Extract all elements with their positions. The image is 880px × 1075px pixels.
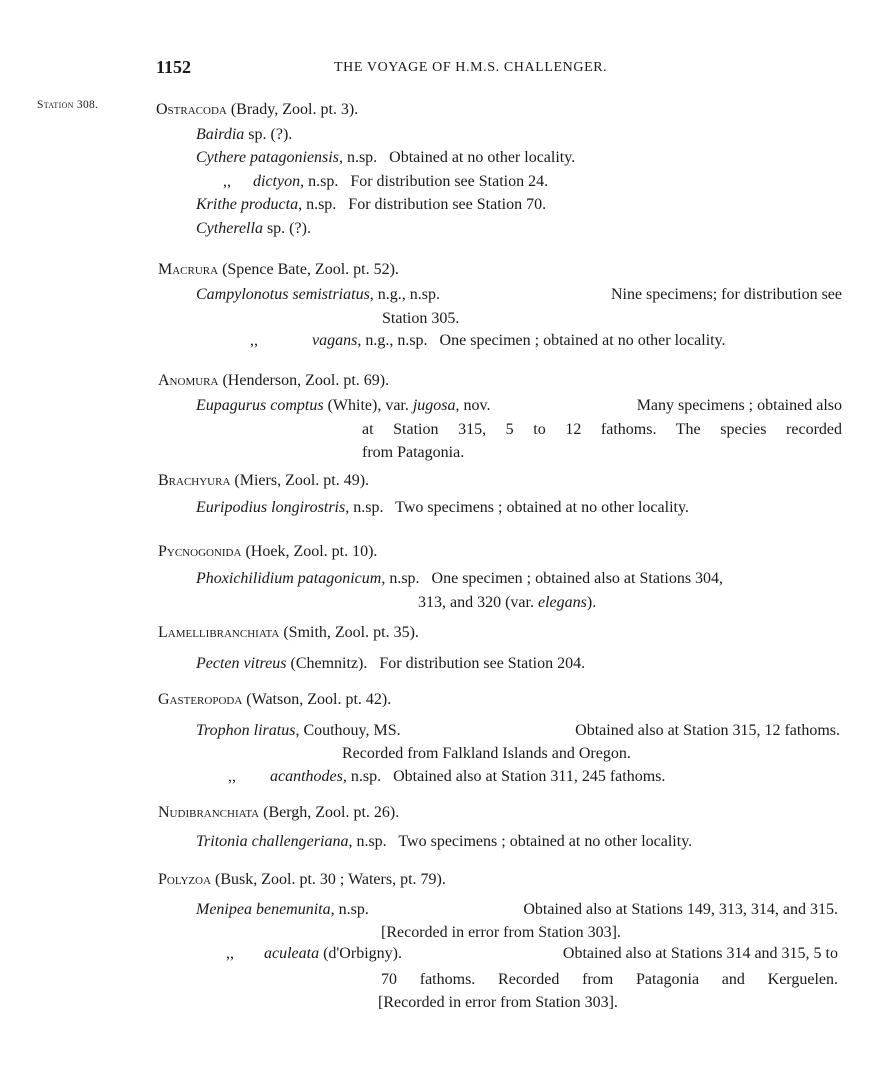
section-brachyura-heading bbox=[158, 473, 369, 489]
entry-note: Obtained also at Stations 149, 313, 314, and 315. bbox=[523, 901, 838, 918]
section-ref: (Brady, Zool. pt. 3). bbox=[230, 101, 359, 118]
section-lamellibranchiata-heading bbox=[158, 625, 419, 641]
section-title: Lamellibranchiata bbox=[158, 624, 280, 641]
entry-eupagurus bbox=[196, 398, 842, 414]
section-pycnogonida-heading bbox=[158, 544, 377, 560]
taxon-name: acanthodes bbox=[270, 768, 343, 785]
entry-text: ). bbox=[586, 594, 597, 611]
section-ref: (Watson, Zool. pt. 42). bbox=[246, 691, 392, 708]
entry-text: (Chemnitz). For distribution see Station 204. bbox=[290, 655, 586, 672]
entry-phoxichilidium bbox=[196, 571, 723, 587]
entry-continuation: [Recorded in error from Station 303]. bbox=[378, 994, 618, 1011]
entry-continuation: Recorded from Falkland Islands and Oregon. bbox=[342, 745, 631, 762]
entry-note: Many specimens ; obtained also bbox=[636, 397, 842, 414]
taxon-name: Krithe producta bbox=[196, 196, 299, 213]
entry-continuation: [Recorded in error from Station 303]. bbox=[381, 924, 621, 941]
entry-text: (d'Orbigny). bbox=[323, 945, 402, 962]
section-gasteropoda-heading bbox=[158, 692, 391, 708]
entry-text: , n.sp. For distribution see Station 70. bbox=[298, 196, 547, 213]
entry-text: , n.sp. Two specimens ; obtained at no other locality. bbox=[348, 833, 693, 850]
entry-text: , Couthouy, MS. bbox=[295, 722, 401, 739]
entry-text: , n.sp. One specimen ; obtained also at Stations 304, bbox=[381, 570, 724, 587]
section-title: Macrura bbox=[158, 261, 219, 278]
page-number: 1152 bbox=[156, 57, 192, 77]
section-title: Anomura bbox=[158, 372, 219, 389]
section-polyzoa-heading bbox=[158, 872, 446, 888]
taxon-name: aculeata bbox=[264, 945, 320, 962]
entry-dictyon bbox=[223, 174, 548, 190]
entry-text: , n.sp. Two specimens ; obtained at no other locality. bbox=[345, 499, 689, 516]
entry-trophon bbox=[196, 723, 840, 739]
entry-menipea bbox=[196, 902, 838, 918]
entry-continuation: at Station 315, 5 to 12 fathoms. The species recorded bbox=[362, 421, 842, 438]
section-title: Polyzoa bbox=[158, 871, 212, 888]
section-ref: (Bergh, Zool. pt. 26). bbox=[263, 804, 400, 821]
entry-text: , n.sp. For distribution see Station 24. bbox=[300, 173, 549, 190]
section-ref: (Miers, Zool. pt. 49). bbox=[234, 472, 370, 489]
entry-text: , n.g., n.sp. bbox=[369, 286, 441, 303]
section-ref: (Hoek, Zool. pt. 10). bbox=[245, 543, 378, 560]
entry-cytherella bbox=[196, 221, 311, 237]
variety-name: jugosa bbox=[412, 397, 456, 414]
entry-acanthodes bbox=[228, 769, 665, 785]
entry-continuation: 70 fathoms. Recorded from Patagonia and Kerguelen. bbox=[381, 971, 838, 988]
section-anomura-heading bbox=[158, 373, 389, 389]
taxon-name: Pecten vitreus bbox=[196, 655, 287, 672]
ditto-mark: ,, bbox=[250, 332, 258, 349]
running-title: THE VOYAGE OF H.M.S. CHALLENGER. bbox=[334, 60, 608, 75]
entry-pecten bbox=[196, 656, 585, 672]
entry-krithe bbox=[196, 197, 546, 213]
entry-text: , n.g., n.sp. One specimen ; obtained at no other locality. bbox=[357, 332, 726, 349]
ditto-mark: ,, bbox=[226, 945, 234, 962]
taxon-name: Phoxichilidium patagonicum bbox=[196, 570, 382, 587]
section-title: Ostracoda bbox=[156, 101, 227, 118]
entry-text: , n.sp. bbox=[330, 901, 369, 918]
taxon-name: Cytherella bbox=[196, 220, 263, 237]
section-ref: (Smith, Zool. pt. 35). bbox=[283, 624, 419, 641]
taxon-name: Trophon liratus bbox=[196, 722, 296, 739]
taxon-name: vagans bbox=[312, 332, 358, 349]
section-title: Nudibranchiata bbox=[158, 804, 260, 821]
entry-note: Nine specimens; for distribution see bbox=[610, 286, 842, 303]
section-title: Pycnogonida bbox=[158, 543, 242, 560]
section-ref: (Busk, Zool. pt. 30 ; Waters, pt. 79). bbox=[215, 871, 446, 888]
entry-text: , n.sp. Obtained at no other locality. bbox=[338, 149, 576, 166]
section-title: Brachyura bbox=[158, 472, 231, 489]
taxon-name: dictyon bbox=[253, 173, 301, 190]
entry-tritonia bbox=[196, 834, 692, 850]
entry-euripodius bbox=[196, 500, 689, 516]
entry-campylonotus bbox=[196, 287, 842, 303]
entry-continuation: Station 305. bbox=[382, 310, 460, 327]
taxon-name: Eupagurus comptus bbox=[196, 397, 324, 414]
section-title: Gasteropoda bbox=[158, 691, 243, 708]
section-nudibranchiata-heading bbox=[158, 805, 399, 821]
entry-note: Obtained also at Stations 314 and 315, 5 to bbox=[562, 945, 838, 962]
entry-text: 313, and 320 (var. bbox=[418, 594, 538, 611]
entry-continuation: from Patagonia. bbox=[362, 444, 465, 461]
station-label: Station 308. bbox=[37, 99, 99, 111]
variety-name: elegans bbox=[537, 594, 587, 611]
taxon-name: Cythere patagoniensis bbox=[196, 149, 339, 166]
entry-text: sp. (?). bbox=[248, 126, 293, 143]
ditto-mark: ,, bbox=[223, 173, 231, 190]
taxon-name: Bairdia bbox=[196, 126, 245, 143]
entry-bairdia bbox=[196, 127, 292, 143]
taxon-name: Menipea benemunita bbox=[196, 901, 331, 918]
entry-continuation bbox=[418, 595, 596, 611]
section-ref: (Spence Bate, Zool. pt. 52). bbox=[222, 261, 399, 278]
entry-text: , n.sp. Obtained also at Station 311, 245 fathoms. bbox=[342, 768, 666, 785]
section-macrura-heading bbox=[158, 262, 399, 278]
entry-text: sp. (?). bbox=[266, 220, 311, 237]
entry-vagans bbox=[250, 333, 726, 349]
entry-aculeata bbox=[226, 946, 838, 962]
taxon-name: Euripodius longirostris bbox=[196, 499, 346, 516]
taxon-name: Tritonia challengeriana bbox=[196, 833, 349, 850]
taxon-name: Campylonotus semistriatus bbox=[196, 286, 370, 303]
ditto-mark: ,, bbox=[228, 768, 236, 785]
entry-cythere bbox=[196, 150, 575, 166]
entry-note: Obtained also at Station 315, 12 fathoms. bbox=[575, 722, 840, 739]
entry-text: (White), var. bbox=[327, 397, 409, 414]
section-ostracoda-heading bbox=[156, 102, 358, 118]
section-ref: (Henderson, Zool. pt. 69). bbox=[222, 372, 390, 389]
entry-text: , nov. bbox=[455, 397, 491, 414]
